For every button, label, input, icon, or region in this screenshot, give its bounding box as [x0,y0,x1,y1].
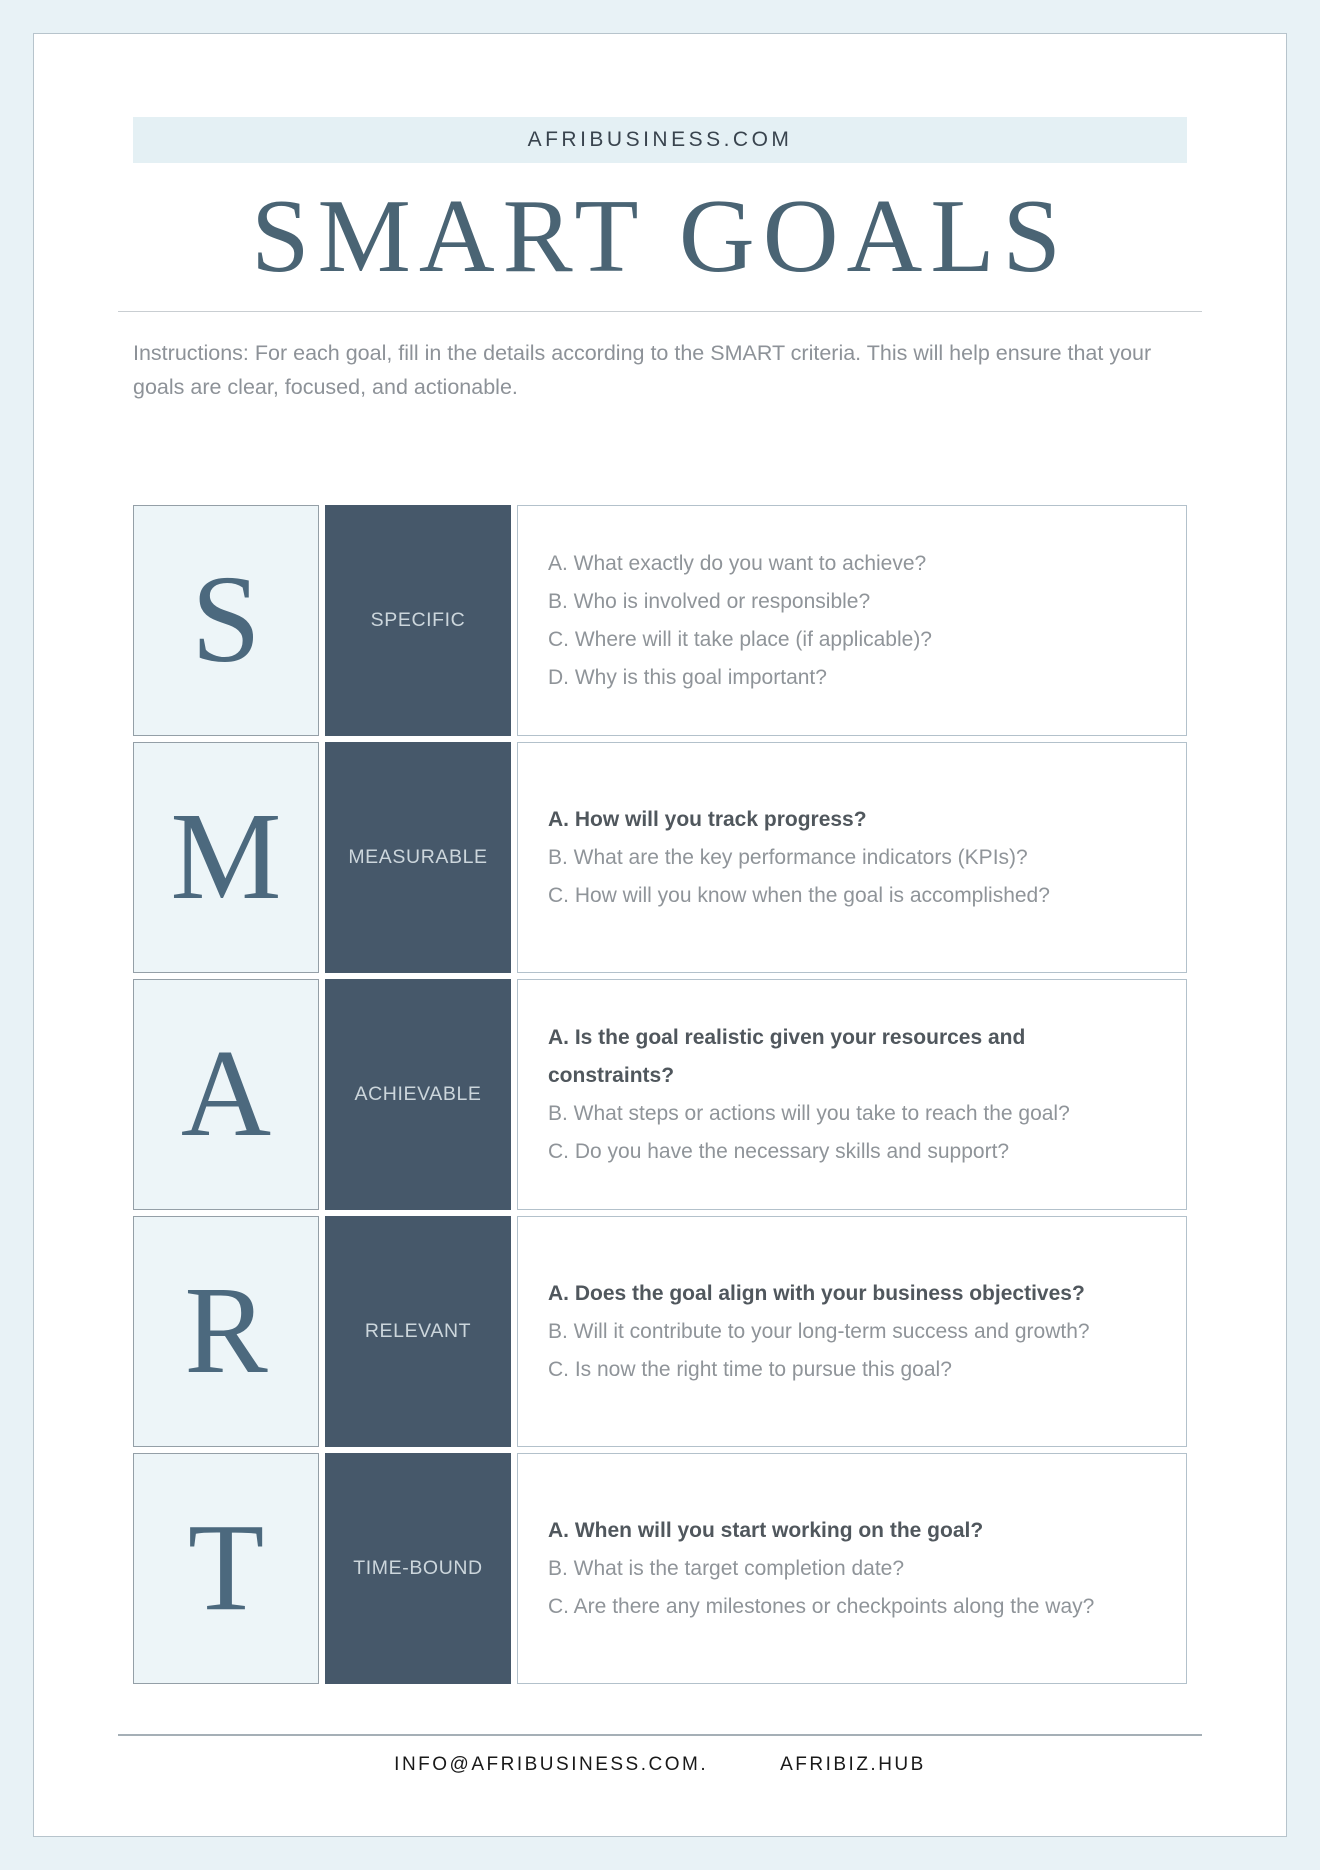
question-item: C. Are there any milestones or checkpoints along the way? [548,1594,1095,1618]
question-item: A. When will you start working on the goal? [548,1518,984,1542]
label-time-bound: TIME-BOUND [353,1557,483,1580]
question-item: C. Is now the right time to pursue this goal? [548,1357,952,1381]
letter-cell-achievable [133,979,319,1210]
questions-cell-measurable [517,742,1187,973]
title-divider [118,311,1202,312]
label-cell-specific [325,505,511,736]
instructions-text: Instructions: For each goal, fill in the details according to the SMART criteria. This will help ensure that your goals are clear, focused, and actionable. [133,340,1152,400]
smart-criteria-table [133,505,1187,1684]
letter-m: M [170,788,282,927]
question-item: A. What exactly do you want to achieve? [548,551,927,575]
footer-handle: AFRIBIZ.HUB [780,1754,926,1776]
question-item: A. Is the goal realistic given your resources and constraints? [548,1025,1026,1087]
question-item: B. What steps or actions will you take to reach the goal? [548,1101,1070,1125]
page-title: SMART GOALS [251,177,1069,294]
website-banner [133,117,1187,163]
website-url: AFRIBUSINESS.COM [527,128,793,151]
question-item: C. Where will it take place (if applicable)? [548,627,932,651]
label-cell-time-bound [325,1453,511,1684]
question-item: A. How will you track progress? [548,807,867,831]
letter-s: S [191,551,261,690]
worksheet-page [33,33,1287,1837]
question-item: C. How will you know when the goal is accomplished? [548,883,1050,907]
questions-cell-time-bound [517,1453,1187,1684]
label-measurable: MEASURABLE [348,846,488,869]
letter-cell-time-bound [133,1453,319,1684]
label-cell-achievable [325,979,511,1210]
label-specific: SPECIFIC [370,609,466,632]
questions-cell-specific [517,505,1187,736]
letter-r: R [184,1262,268,1401]
label-achievable: ACHIEVABLE [354,1083,482,1106]
label-cell-relevant [325,1216,511,1447]
question-item: B. Who is involved or responsible? [548,589,871,613]
footer-email: INFO@AFRIBUSINESS.COM. [394,1754,709,1776]
letter-t: T [187,1499,265,1638]
footer [133,1754,1187,1776]
label-relevant: RELEVANT [364,1320,472,1343]
letter-cell-specific [133,505,319,736]
question-item: A. Does the goal align with your business objectives? [548,1281,1085,1305]
letter-a: A [180,1025,272,1164]
footer-divider [118,1734,1202,1736]
letter-cell-measurable [133,742,319,973]
question-item: D. Why is this goal important? [548,665,827,689]
question-item: C. Do you have the necessary skills and support? [548,1139,1010,1163]
questions-cell-achievable [517,979,1187,1210]
label-cell-measurable [325,742,511,973]
letter-cell-relevant [133,1216,319,1447]
question-item: B. What is the target completion date? [548,1556,905,1580]
question-item: B. What are the key performance indicators (KPIs)? [548,845,1028,869]
question-item: B. Will it contribute to your long-term success and growth? [548,1319,1090,1343]
questions-cell-relevant [517,1216,1187,1447]
